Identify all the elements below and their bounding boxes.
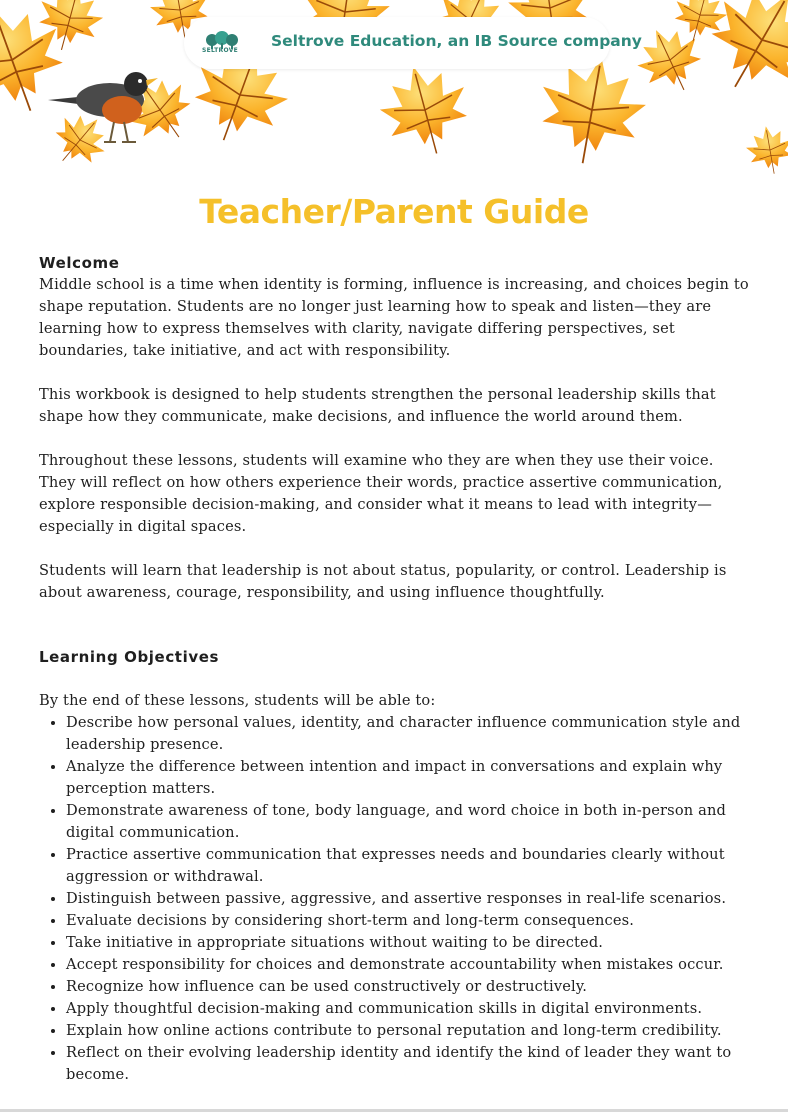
- welcome-paragraph: This workbook is designed to help students strengthen the personal leadership skills that shape how they communicate, make decisions, and influence the world around them.: [39, 386, 716, 425]
- list-item: • Demonstrate awareness of tone, body language, and word choice in both in-person and digital communication.: [66, 800, 751, 844]
- welcome-paragraph: Students will learn that leadership is not about status, popularity, or control. Leadership is about awareness, courage, responsibility, and using influence thoughtfully.: [39, 562, 727, 601]
- list-item: • Practice assertive communication that expresses needs and boundaries clearly without aggression or withdrawal.: [66, 844, 751, 888]
- main-content: [39, 252, 751, 1086]
- page-title: Teacher/Parent Guide: [199, 192, 589, 231]
- list-item: • Take initiative in appropriate situations without waiting to be directed.: [66, 932, 751, 954]
- logo-text: SELTROVE: [202, 47, 239, 54]
- welcome-heading: Welcome: [39, 254, 120, 272]
- list-item: • Analyze the difference between intention and impact in conversations and explain why perception matters.: [66, 756, 751, 800]
- brand-header: [184, 17, 642, 69]
- leaf-icon: [743, 122, 788, 177]
- welcome-paragraph: Middle school is a time when identity is forming, influence is increasing, and choices begin to shape reputation. Students are no longer just learning how to speak and listen—they are learning how to express themselves with clarity, navigate differing perspectives, set boundaries, take initiative, and act with responsibility.: [39, 276, 749, 359]
- seltrove-logo-icon: [204, 29, 240, 59]
- list-item: • Accept responsibility for choices and demonstrate accountability when mistakes occur.: [66, 954, 751, 976]
- list-item: • Explain how online actions contribute to personal reputation and long-term credibility.: [66, 1020, 751, 1042]
- list-item: • Reflect on their evolving leadership identity and identify the kind of leader they want to become.: [66, 1042, 751, 1086]
- objectives-intro: By the end of these lessons, students will be able to:: [39, 692, 436, 709]
- list-item: • Evaluate decisions by considering short-term and long-term consequences.: [66, 910, 751, 932]
- list-item: • Distinguish between passive, aggressive, and assertive responses in real-life scenarios.: [66, 888, 751, 910]
- brand-name: Seltrove Education, an IB Source company: [271, 32, 642, 50]
- objectives-heading: Learning Objectives: [39, 648, 219, 666]
- leaf-icon: [371, 55, 478, 164]
- welcome-paragraph: Throughout these lessons, students will examine who they are when they use their voice. They will reflect on how others experience their words, practice assertive communication, explore responsible decision-making, and consider what it means to lead with integrity—especially in digital spaces.: [39, 452, 723, 535]
- list-item: • Apply thoughtful decision-making and communication skills in digital environments.: [66, 998, 751, 1020]
- robin-bird-icon: [48, 72, 158, 142]
- objectives-list: [39, 712, 751, 1086]
- list-item: • Recognize how influence can be used constructively or destructively.: [66, 976, 751, 998]
- list-item: • Describe how personal values, identity, and character influence communication style and leadership presence.: [66, 712, 751, 756]
